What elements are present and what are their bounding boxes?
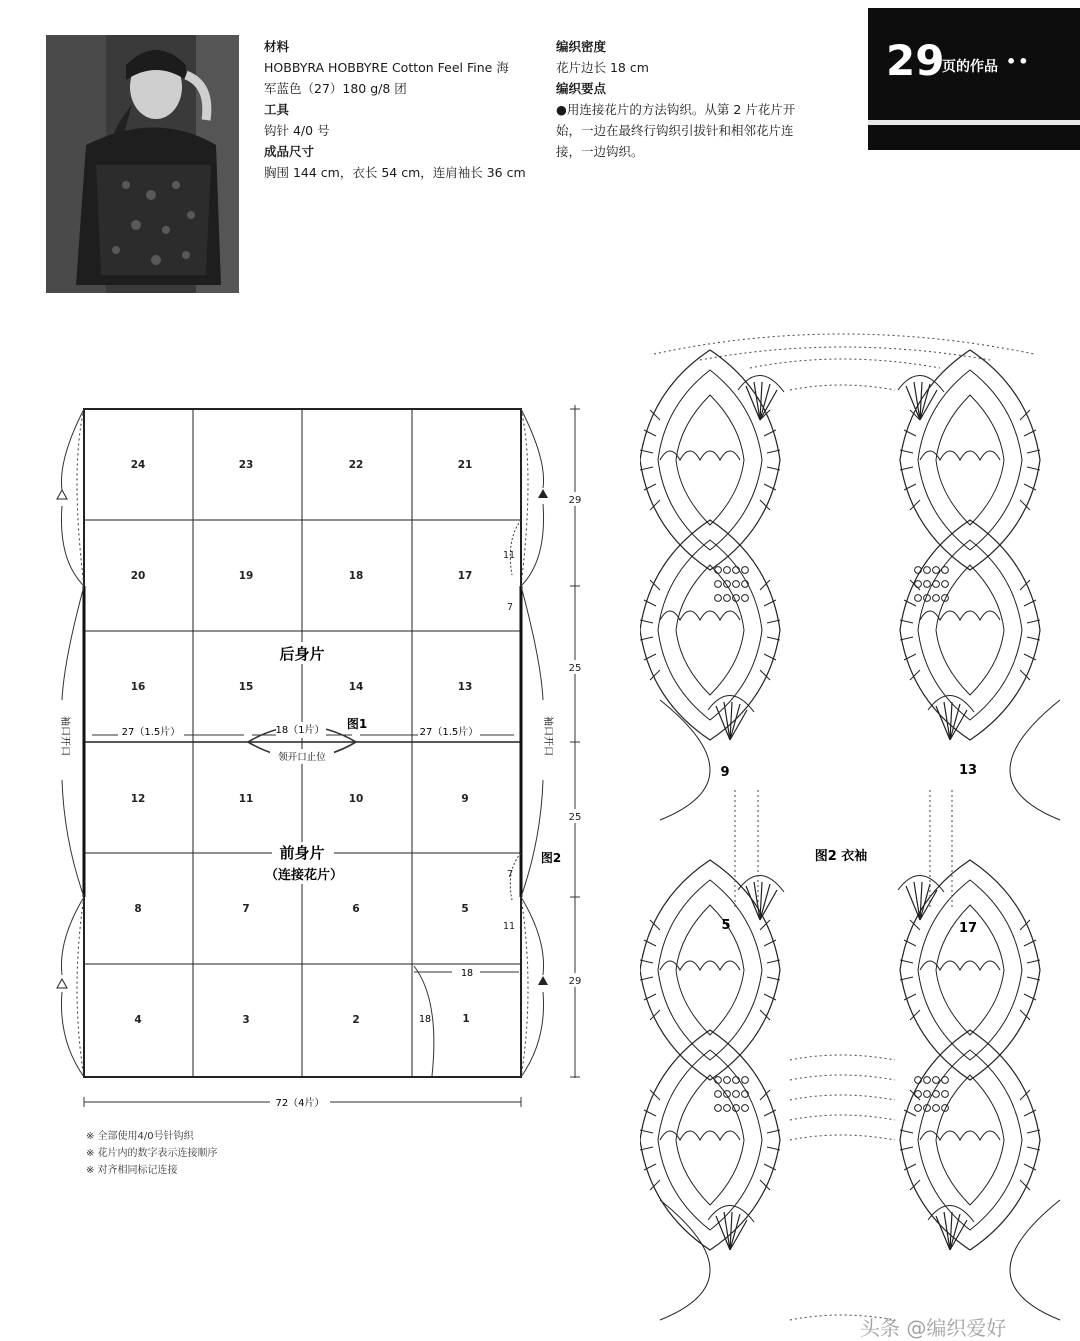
materials-line: HOBBYRA HOBBYRE Cotton Feel Fine 海 xyxy=(264,60,509,75)
motif-number: 16 xyxy=(130,681,146,693)
dim-11-top: 11 xyxy=(502,550,516,561)
motif-number: 14 xyxy=(348,681,364,693)
density-line: 花片边长 18 cm xyxy=(556,60,649,75)
page-number: 29 xyxy=(886,36,945,85)
motif-number: 23 xyxy=(238,459,254,471)
motif-number: 19 xyxy=(238,570,254,582)
motif-number: 8 xyxy=(134,903,142,915)
motif-number: 22 xyxy=(348,459,364,471)
note-item: ※ 全部使用4/0号针钩织 xyxy=(86,1131,194,1142)
motif-number: 17 xyxy=(457,570,473,582)
sleeve-motif-number: 17 xyxy=(958,921,978,936)
motif-number: 20 xyxy=(130,570,146,582)
dim-7-top: 7 xyxy=(506,602,514,613)
motif-number: 5 xyxy=(461,903,469,915)
motif-number: 11 xyxy=(238,793,254,805)
figure-2-label: 图2 xyxy=(540,851,562,865)
motif-number: 21 xyxy=(457,459,473,471)
front-piece-label: 前身片 xyxy=(279,844,325,862)
motif-number: 3 xyxy=(242,1014,250,1026)
motif-number: 7 xyxy=(242,903,250,915)
materials-title: 材料 xyxy=(264,39,290,54)
note-item: ※ 对齐相同标记连接 xyxy=(86,1165,178,1176)
body-layout-diagram xyxy=(0,0,640,1130)
motif-number: 6 xyxy=(352,903,360,915)
page-badge xyxy=(868,8,1080,150)
neck-opening-label: 领开口止位 xyxy=(278,752,326,763)
points-line: 始，一边在最终行钩织引拔针和相邻花片连 xyxy=(556,123,794,138)
motif-number: 2 xyxy=(352,1014,360,1026)
sleeve-opening-label-right: 袖口开口 xyxy=(542,716,553,756)
sleeve-opening-label-left: 袖口开口 xyxy=(59,716,70,756)
back-piece-label: 后身片 xyxy=(279,645,325,663)
dim-25-lower: 25 xyxy=(568,812,582,823)
motif-number: 9 xyxy=(461,793,469,805)
motif-number: 13 xyxy=(457,681,473,693)
shoulder-width-left: 27（1.5片） xyxy=(121,727,181,738)
dim-18-horizontal: 18 xyxy=(460,968,474,979)
figure-1-label: 图1 xyxy=(346,717,368,731)
right-join-arcs xyxy=(510,409,543,1077)
motif-number: 15 xyxy=(238,681,254,693)
motif-grid xyxy=(84,409,521,1077)
sleeve-right-column xyxy=(898,350,1060,1320)
motif-number: 4 xyxy=(134,1014,142,1026)
dim-7-bottom: 7 xyxy=(506,869,514,880)
sleeve-motif-number: 9 xyxy=(720,765,730,780)
dim-11-bottom: 11 xyxy=(502,921,516,932)
dim-29-top: 29 xyxy=(568,495,582,506)
page-badge-dots: •• xyxy=(1006,52,1031,71)
page-badge-text: 页的作品 xyxy=(942,59,998,75)
size-title: 成品尺寸 xyxy=(264,144,315,159)
middle-chain-connectors xyxy=(735,790,952,1320)
sleeve-motif-number: 5 xyxy=(721,918,731,933)
points-line: ●用连接花片的方法钩织。从第 2 片花片开 xyxy=(556,102,796,117)
page-badge-stripe xyxy=(868,120,1080,125)
sleeve-motif-number: 13 xyxy=(958,763,978,778)
density-title: 编织密度 xyxy=(556,39,607,54)
dim-18-vertical: 18 xyxy=(418,1014,432,1025)
size-line: 胸围 144 cm，衣长 54 cm，连肩袖长 36 cm xyxy=(264,165,526,180)
sleeve-left-column xyxy=(640,350,784,1320)
motif-number: 24 xyxy=(130,459,146,471)
notes-list xyxy=(86,1128,218,1179)
motif-number: 12 xyxy=(130,793,146,805)
motif-number: 10 xyxy=(348,793,364,805)
front-piece-sublabel: （连接花片） xyxy=(264,868,344,883)
tools-title: 工具 xyxy=(264,102,290,117)
sleeve-crochet-chart xyxy=(640,320,1080,1336)
materials-line: 军蓝色（27）180 g/8 团 xyxy=(264,81,407,96)
motif-number: 1 xyxy=(462,1013,470,1025)
note-item: ※ 花片内的数字表示连接顺序 xyxy=(86,1148,218,1159)
tools-line: 钩针 4/0 号 xyxy=(264,123,330,138)
shoulder-width-right: 27（1.5片） xyxy=(419,727,479,738)
points-title: 编织要点 xyxy=(556,81,607,96)
figure-2-sleeve-title: 图2 衣袖 xyxy=(814,849,868,864)
motif-number: 18 xyxy=(348,570,364,582)
dim-29-bottom: 29 xyxy=(568,976,582,987)
dim-25-upper: 25 xyxy=(568,663,582,674)
neck-width: 18（1片） xyxy=(275,725,325,736)
points-line: 接，一边钩织。 xyxy=(556,144,644,159)
top-chain-arches xyxy=(654,334,1034,390)
watermark: 头条 @编织爱好 xyxy=(860,1316,1007,1340)
total-width-label: 72（4片） xyxy=(275,1098,325,1109)
